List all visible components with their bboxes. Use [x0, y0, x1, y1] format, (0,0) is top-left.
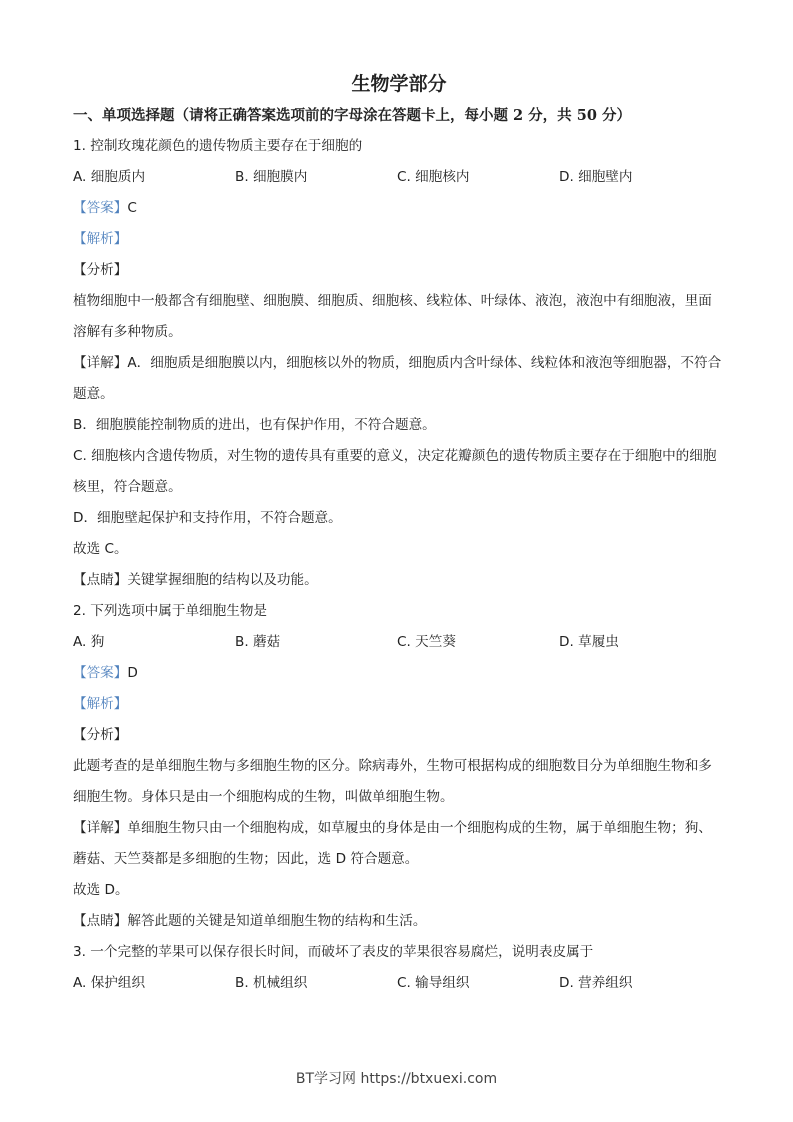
detail-text: A．细胞质是细胞膜以内，细胞核以外的物质，细胞质内含叶绿体、线粒体和液泡等细胞器，不符合题意。: [73, 355, 722, 402]
detail-text: 单细胞生物只由一个细胞构成，如草履虫的身体是由一个细胞构成的生物，属于单细胞生物；狗、蘑菇、天竺葵都是多细胞的生物；因此，选 D 符合题意。: [73, 820, 712, 867]
option-c: C. 细胞核内: [397, 169, 470, 185]
xiangjie-label: 【详解】: [73, 820, 128, 836]
analysis-text: 此题考查的是单细胞生物与多细胞生物的区分。除病毒外，生物可根据构成的细胞数目分为单细胞生物和多细胞生物。身体只是由一个细胞构成的生物，叫做单细胞生物。: [73, 758, 712, 805]
option-a: A. 狗: [73, 634, 105, 650]
conclusion: 故选 D。: [73, 882, 129, 898]
question-2-options: [73, 627, 725, 658]
point-line: [73, 565, 725, 596]
analysis-text: 植物细胞中一般都含有细胞壁、细胞膜、细胞质、细胞核、线粒体、叶绿体、液泡，液泡中有细胞液，里面溶解有多种物质。: [73, 293, 712, 340]
option-d: D. 营养组织: [559, 975, 633, 991]
detail-d: D．细胞壁起保护和支持作用，不符合题意。: [73, 510, 342, 526]
dianjing-label: 【点睛】: [73, 913, 128, 929]
option-a: A. 保护组织: [73, 975, 146, 991]
question-3-stem: 3. 一个完整的苹果可以保存很长时间，而破坏了表皮的苹果很容易腐烂，说明表皮属于: [73, 944, 594, 960]
page-title: 生物学部分: [351, 73, 447, 95]
option-d: D. 细胞壁内: [559, 169, 633, 185]
conclusion: 故选 C。: [73, 541, 128, 557]
jiexi-label: 【解析】: [73, 696, 128, 712]
jiexi-label: 【解析】: [73, 231, 128, 247]
point-line: [73, 906, 725, 937]
fenxi-label: 【分析】: [73, 262, 128, 278]
option-c: C. 输导组织: [397, 975, 470, 991]
option-b: B. 蘑菇: [235, 634, 281, 650]
dianjing-label: 【点睛】: [73, 572, 128, 588]
detail-c: C. 细胞核内含遗传物质，对生物的遗传具有重要的意义，决定花瓣颜色的遗传物质主要存在于细胞中的细胞核里，符合题意。: [73, 448, 717, 495]
answer-line: [73, 658, 725, 689]
option-d: D. 草履虫: [559, 634, 619, 650]
question-2-stem: 2. 下列选项中属于单细胞生物是: [73, 603, 268, 619]
option-b: B. 细胞膜内: [235, 169, 308, 185]
detail-line: [73, 813, 725, 875]
detail-line: [73, 348, 725, 410]
answer-label: 【答案】: [73, 665, 128, 681]
question-1-options: [73, 162, 725, 193]
section-heading: 一、单项选择题（请将正确答案选项前的字母涂在答题卡上，每小题 2 分，共 50 分）: [73, 107, 631, 124]
question-1-stem: 1. 控制玫瑰花颜色的遗传物质主要存在于细胞的: [73, 138, 363, 154]
answer-value: D: [127, 665, 138, 681]
point-text: 解答此题的关键是知道单细胞生物的结构和生活。: [127, 913, 427, 929]
option-b: B. 机械组织: [235, 975, 308, 991]
document-page: [73, 67, 725, 999]
point-text: 关键掌握细胞的结构以及功能。: [127, 572, 318, 588]
question-3-options: [73, 968, 725, 999]
option-a: A. 细胞质内: [73, 169, 146, 185]
answer-line: [73, 193, 725, 224]
option-c: C. 天竺葵: [397, 634, 456, 650]
footer-watermark: BT学习网 https://btxuexi.com: [295, 1071, 498, 1087]
detail-b: B．细胞膜能控制物质的进出，也有保护作用，不符合题意。: [73, 417, 436, 433]
fenxi-label: 【分析】: [73, 727, 128, 743]
answer-label: 【答案】: [73, 200, 128, 216]
answer-value: C: [127, 200, 137, 216]
xiangjie-label: 【详解】: [73, 355, 128, 371]
